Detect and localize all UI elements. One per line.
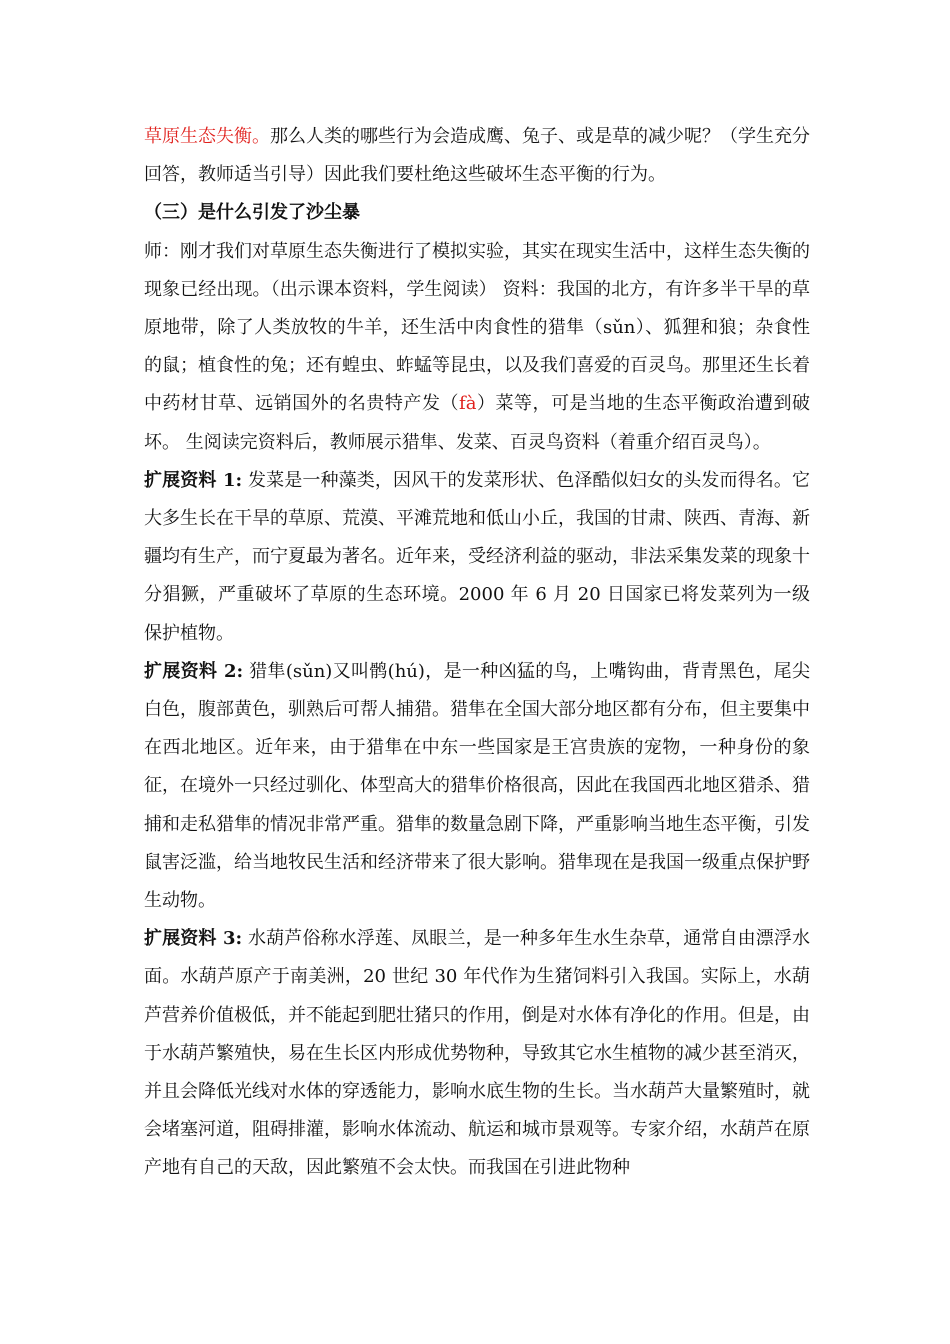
paragraph-text: ）菜等，可是当地的生态平衡政治遭到破坏。 生阅读完资料后，教师展示猎隼、发菜、百灵鸟资料（着重介绍百灵鸟）。 (144, 393, 810, 453)
paragraph-intro (144, 118, 810, 194)
section-heading: （三）是什么引发了沙尘暴 (144, 202, 360, 224)
paragraph-text: 那么人类的哪些行为会造成鹰、兔子、或是草的减少呢？（学生充分回答，教师适当引导）因此我们要杜绝这些破坏生态平衡的行为。 (144, 126, 810, 186)
extension-label: 扩展资料 3: (144, 928, 243, 950)
document-page (144, 118, 810, 1188)
paragraph-text: 师：刚才我们对草原生态失衡进行了模拟实验，其实在现实生活中，这样生态失衡的现象已经出现。（出示课本资料，学生阅读） 资料：我国的北方，有许多半干旱的草原地带，除了人类放牧的牛羊，还生活中肉食性的猎隼（sǔn）、狐狸和狼；杂食性的鼠；植食性的兔；还有蝗虫、蚱蜢等昆虫，以及我们喜爱的百灵鸟。那里还生长着中药材甘草、远销国外的名贵特产发（ (144, 240, 810, 415)
extension-label: 扩展资料 2: (144, 660, 244, 682)
paragraph-teacher (144, 233, 810, 462)
extension-text: 水葫芦俗称水浮莲、凤眼兰，是一种多年生水生杂草，通常自由漂浮水面。水葫芦原产于南美洲，20 世纪 30 年代作为生猪饲料引入我国。实际上，水葫芦营养价值极低，并不能起到肥壮猪只的作用，倒是对水体有净化的作用。但是，由于水葫芦繁殖快，易在生长区内形成优势物种，导致其它水生植物的减少甚至消灭，并且会降低光线对水体的穿透能力，影响水底生物的生长。当水葫芦大量繁殖时，就会堵塞河道，阻碍排灌，影响水体流动、航运和城市景观等。专家介绍，水葫芦在原产地有自己的天敌，因此繁殖不会太快。而我国在引进此物种 (144, 928, 810, 1179)
extension-material-2 (144, 653, 810, 920)
extension-text: 发菜是一种藻类，因风干的发菜形状、色泽酷似妇女的头发而得名。它大多生长在干旱的草原、荒漠、平滩荒地和低山小丘，我国的甘肃、陕西、青海、新疆均有生产，而宁夏最为著名。近年来，受经济利益的驱动，非法采集发菜的现象十分猖獗，严重破坏了草原的生态环境。2000 年 6 月 20 日国家已将发菜列为一级保护植物。 (144, 469, 810, 644)
highlight-red-text: 草原生态失衡。 (144, 126, 270, 147)
extension-material-1 (144, 462, 810, 653)
extension-text: 猎隼(sǔn)又叫鹘(hú)，是一种凶猛的鸟，上嘴钩曲，背青黑色，尾尖白色，腹部黄色，驯熟后可帮人捕猎。猎隼在全国大部分地区都有分布，但主要集中在西北地区。近年来，由于猎隼在中东一些国家是王宫贵族的宠物，一种身份的象征，在境外一只经过驯化、体型高大的猎隼价格很高，因此在我国西北地区猎杀、猎捕和走私猎隼的情况非常严重。猎隼的数量急剧下降，严重影响当地生态平衡，引发鼠害泛滥，给当地牧民生活和经济带来了很大影响。猎隼现在是我国一级重点保护野生动物。 (144, 660, 810, 912)
extension-material-3 (144, 920, 810, 1187)
extension-label: 扩展资料 1: (144, 469, 243, 491)
pinyin-red-text: fà (459, 393, 477, 415)
